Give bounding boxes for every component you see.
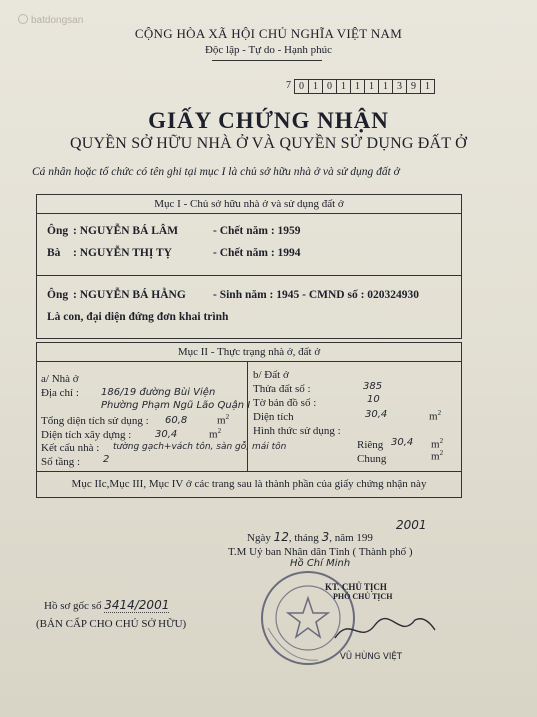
certificate-title: GIẤY CHỨNG NHẬN	[148, 108, 389, 133]
section-owners	[36, 194, 462, 339]
motto-underline	[212, 60, 322, 61]
watermark-logo-icon	[18, 14, 28, 24]
stamp-title-line: KT. CHỦ TỊCH	[325, 582, 387, 592]
shared-label: Chung	[357, 453, 387, 465]
national-title: CỘNG HÒA XÃ HỘI CHỦ NGHĨA VIỆT NAM	[134, 26, 403, 41]
unit-exponent: 2	[217, 427, 222, 435]
shared-unit	[431, 449, 443, 463]
national-motto: Độc lập - Tự do - Hạnh phúc	[204, 44, 333, 56]
unit-text: m	[209, 428, 218, 441]
unit-text: m	[429, 410, 438, 423]
unit-exponent: 2	[437, 409, 442, 417]
section-property	[36, 342, 462, 498]
date-prefix: Ngày	[247, 532, 271, 544]
usage-form-label: Hình thức sử dụng :	[253, 425, 341, 437]
owner1-prefix: Ông	[47, 225, 69, 237]
structure-value: tường gạch+vách tôn, sàn gỗ, mái tôn	[113, 442, 287, 452]
build-area-value: 30,4	[155, 429, 178, 440]
issue-date	[247, 530, 373, 544]
unit-text: m	[431, 450, 440, 463]
date-year-prefix: , năm 199	[329, 532, 373, 544]
issuing-authority: T.M Uỷ ban Nhân dân Tỉnh ( Thành phố )	[228, 546, 413, 558]
serial-digit: 7	[286, 80, 291, 91]
structure-label: Kết cấu nhà :	[41, 442, 100, 454]
section2-footer: Mục IIc,Mục III, Mục IV ở các trang sau là thành phần của giấy chứng nhận này	[71, 478, 427, 490]
stamp-subtitle: PHÓ CHỦ TỊCH	[333, 592, 393, 601]
address-line-1: 186/19 đường Bùi Viện	[101, 387, 216, 398]
total-area-value: 60,8	[165, 415, 188, 426]
map-label: Tờ bản đồ số :	[253, 397, 317, 409]
floors-label: Số tầng :	[41, 456, 81, 468]
unit-exponent: 2	[439, 437, 444, 445]
date-month-prefix: , tháng	[288, 532, 319, 544]
record-number	[44, 598, 169, 612]
property-divider	[37, 471, 461, 472]
certificate-subtitle: QUYỀN SỞ HỮU NHÀ Ở VÀ QUYỀN SỬ DỤNG ĐẤT Ở	[70, 135, 467, 152]
signer-name: VŨ HÙNG VIỆT	[340, 652, 402, 662]
build-area-label: Diện tích xây dựng :	[41, 429, 132, 441]
floors-value: 2	[103, 454, 110, 465]
land-area-label: Diện tích	[253, 411, 294, 423]
watermark	[18, 14, 83, 26]
stamp-title	[325, 582, 392, 601]
owner1-name: : NGUYỄN BÁ LÂM	[73, 225, 179, 237]
lot-value: 385	[363, 381, 383, 392]
signature-icon	[330, 610, 440, 650]
total-area-label: Tổng diện tích sử dụng :	[41, 415, 149, 427]
owner-remark: Là con, đại diện đứng đơn khai trình	[47, 311, 229, 323]
watermark-text: batdongsan	[31, 15, 84, 26]
section1-heading: Mục I - Chủ sở hữu nhà ở và sử dụng đất ở	[37, 195, 461, 214]
private-value: 30,4	[391, 437, 414, 448]
date-day: 12	[273, 530, 289, 544]
serial-digit: 1	[420, 79, 435, 94]
serial-number	[283, 79, 435, 94]
unit-exponent: 2	[439, 449, 444, 457]
date-month: 3	[321, 530, 330, 544]
unit-exponent: 2	[225, 413, 230, 421]
copy-note: (BẢN CẤP CHO CHỦ SỞ HỮU)	[36, 618, 187, 630]
owner-divider	[37, 275, 461, 276]
lot-label: Thửa đất số :	[253, 383, 311, 395]
owner3-name: : NGUYỄN BÁ HẰNG	[73, 289, 186, 301]
intro-text: Cá nhân hoặc tổ chức có tên ghi tại mục I là chủ sở hữu nhà ở và sử dụng đất ở	[32, 166, 400, 178]
issuing-city: Hồ Chí Minh	[290, 558, 351, 569]
owner-row-1	[47, 225, 301, 237]
serial-digit: 1	[336, 79, 351, 94]
serial-digit: 3	[392, 79, 407, 94]
serial-digit: 1	[350, 79, 365, 94]
owner3-note: - Sinh năm : 1945 - CMND số : 020324930	[213, 289, 420, 301]
column-divider	[247, 362, 248, 471]
serial-digit: 0	[322, 79, 337, 94]
address-label: Địa chỉ :	[41, 387, 79, 399]
owner-row-3	[47, 289, 419, 301]
section2-heading: Mục II - Thực trạng nhà ở, đất ở	[37, 343, 461, 362]
owner3-prefix: Ông	[47, 289, 69, 301]
unit-text: m	[217, 414, 226, 427]
total-area-unit	[217, 413, 229, 427]
owner2-note: - Chết năm : 1994	[213, 247, 301, 259]
owner-row-2	[47, 247, 301, 259]
record-value: 3414/2001	[104, 598, 170, 612]
serial-digit: 9	[406, 79, 421, 94]
land-area-value: 30,4	[365, 409, 388, 420]
land-label: b/ Đất ở	[253, 369, 289, 381]
map-value: 10	[367, 394, 380, 405]
owner1-note: - Chết năm : 1959	[213, 225, 301, 237]
address-line-2: Phường Phạm Ngũ Lão Quận I	[101, 400, 251, 411]
owner2-name: : NGUYỄN THỊ TỴ	[73, 247, 172, 259]
private-label: Riêng	[357, 439, 384, 451]
land-area-unit	[429, 409, 441, 423]
serial-digit: 0	[294, 79, 309, 94]
owner2-prefix: Bà	[47, 247, 61, 259]
build-area-unit	[209, 427, 221, 441]
house-label: a/ Nhà ở	[41, 373, 79, 385]
unit-text: m	[431, 438, 440, 451]
year-correction: 2001	[396, 518, 427, 532]
serial-digit: 1	[308, 79, 323, 94]
serial-digit: 1	[378, 79, 393, 94]
serial-digit: 1	[364, 79, 379, 94]
record-label: Hồ sơ gốc số	[44, 600, 102, 612]
